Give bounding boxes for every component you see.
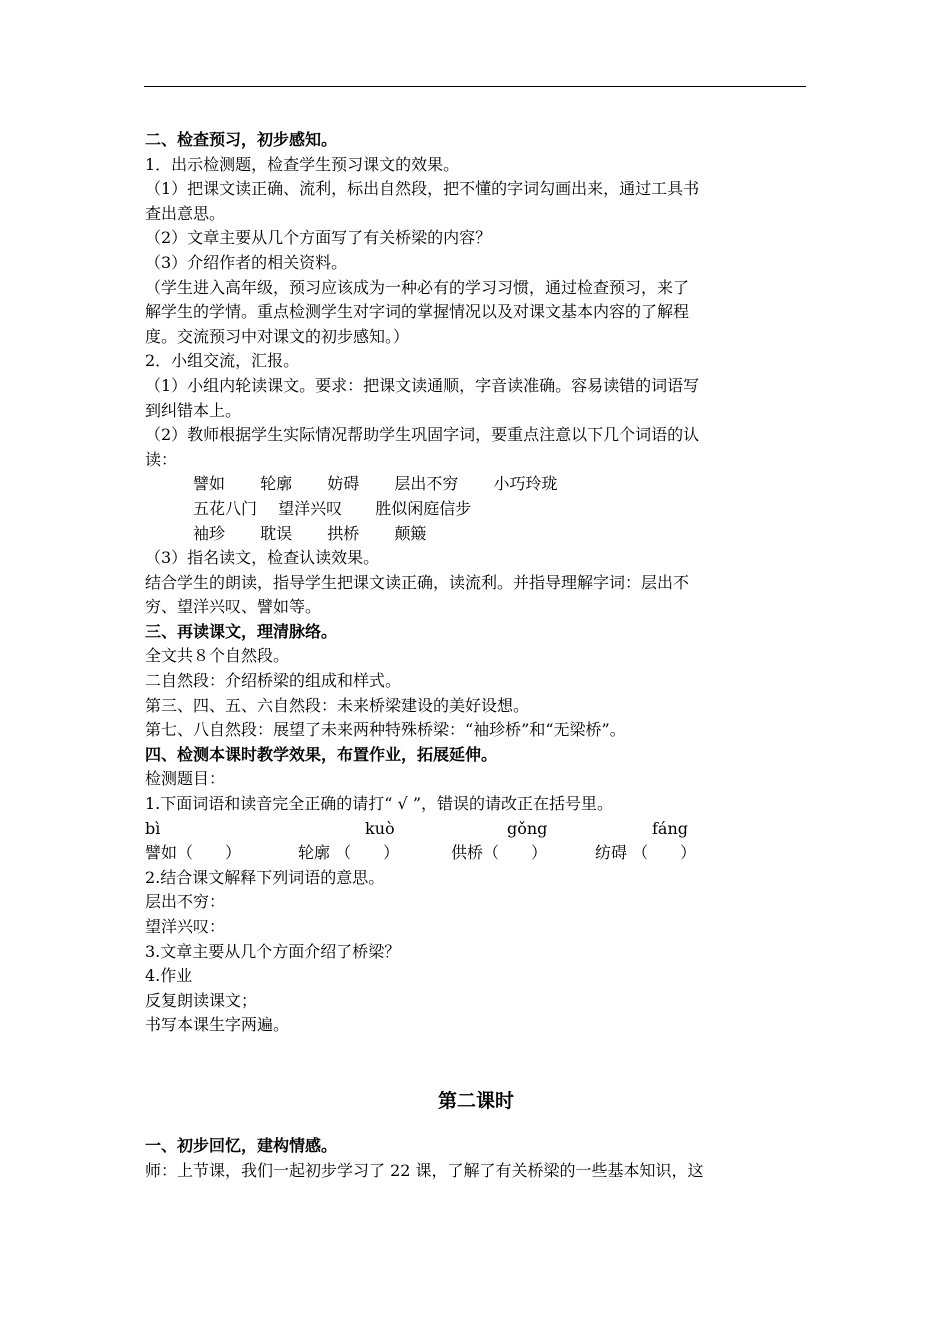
exercise-item: 轮廓 （ ） [298,843,400,863]
paragraph-line: 2．小组交流，汇报。 [145,351,300,371]
vocab-word: 拱桥 [327,523,360,543]
paragraph-line: 师：上节课，我们一起初步学习了 22 课，了解了有关桥梁的一些基本知识，这 [145,1160,704,1180]
paragraph-line: 查出意思。 [145,203,226,223]
vocab-word: 耽误 [260,523,293,543]
paragraph-line: （2）文章主要从几个方面写了有关桥梁的内容？ [145,228,492,248]
pinyin-row [145,817,807,842]
vocab-word: 颠簸 [394,523,427,543]
paragraph-line: 度。交流预习中对课文的初步感知。） [145,326,410,346]
section-heading: 二、检查预习，初步感知。 [145,130,338,149]
vocab-word: 五花八门 [193,498,258,518]
vocab-row [145,472,807,497]
paragraph-line: （3）介绍作者的相关资料。 [145,252,348,272]
exercise-row [145,841,807,866]
paragraph-line: 望洋兴叹： [145,917,226,936]
vocab-word: 譬如 [193,474,226,494]
question-line: 4.作业 [145,966,193,986]
paragraph-line: 到纠错本上。 [145,400,242,420]
lesson-title: 第二课时 [437,1089,514,1112]
vocab-word: 层出不穷 [394,474,459,494]
pinyin-text: bì [145,818,161,838]
paragraph-line: 读： [145,449,178,469]
section-heading: 三、再读课文，理清脉络。 [145,621,338,641]
paragraph-line: 层出不穷： [145,892,226,912]
vocab-row [145,522,807,547]
paragraph-line: 第三、四、五、六自然段：未来桥梁建设的美好设想。 [145,695,530,715]
section-heading: 一、初步回忆，建构情感。 [145,1135,338,1155]
header-rule [144,86,806,87]
paragraph-line: 检测题目： [145,769,226,789]
vocab-word: 妨碍 [327,474,360,494]
paragraph-line: （学生进入高年级，预习应该成为一种必有的学习习惯，通过检查预习，来了 [145,277,690,297]
paragraph-line: 结合学生的朗读，指导学生把课文读正确，读流利。并指导理解字词：层出不 [145,572,690,592]
section-heading: 四、检测本课时教学效果，布置作业，拓展延伸。 [145,744,498,764]
exercise-item: 纺碍 （ ） [595,843,697,863]
paragraph-line: 穷、望洋兴叹、譬如等。 [145,597,322,617]
document-body [145,128,807,1183]
paragraph-line: （2）教师根据学生实际情况帮助学生巩固字词，要重点注意以下几个词语的认 [145,425,700,445]
pinyin-text: kuò [365,818,395,838]
pinyin-text: gǒng [507,818,548,838]
paragraph-line: 解学生的学情。重点检测学生对字词的掌握情况以及对课文基本内容的了解程 [145,302,690,322]
paragraph-line: （3）指名读文，检查认读效果。 [145,548,380,568]
pinyin-text: fáng [652,818,689,838]
paragraph-line: 全文共８个自然段。 [145,646,290,666]
paragraph-line: 书写本课生字两遍。 [145,1015,290,1035]
vocab-row [145,497,807,522]
paragraph-line: 第七、八自然段：展望了未来两种特殊桥梁：“袖珍桥”和“无梁桥”。 [145,720,626,740]
vocab-word: 轮廓 [260,474,293,494]
exercise-item: 譬如（ ） [145,843,242,863]
vocab-word: 袖珍 [193,523,226,543]
question-line: 2.结合课文解释下列词语的意思。 [145,867,385,887]
paragraph-line: （1）把课文读正确、流利，标出自然段，把不懂的字词勾画出来，通过工具书 [145,179,700,199]
paragraph-line: （1）小组内轮读课文。要求：把课文读通顺，字音读准确。容易读错的词语写 [145,375,700,395]
question-line: 3.文章主要从几个方面介绍了桥梁？ [145,941,401,961]
question-line: 1.下面词语和读音完全正确的请打“ √ ”，错误的请改正在括号里。 [145,794,613,814]
vocab-word: 胜似闲庭信步 [375,498,472,518]
paragraph-line: 二自然段：介绍桥梁的组成和样式。 [145,671,402,691]
paragraph-line: 1．出示检测题，检查学生预习课文的效果。 [145,154,460,174]
exercise-item: 供桥（ ） [451,843,548,863]
vocab-word: 望洋兴叹 [278,498,343,518]
paragraph-line: 反复朗读课文； [145,990,258,1010]
vocab-word: 小巧玲珑 [493,474,558,494]
